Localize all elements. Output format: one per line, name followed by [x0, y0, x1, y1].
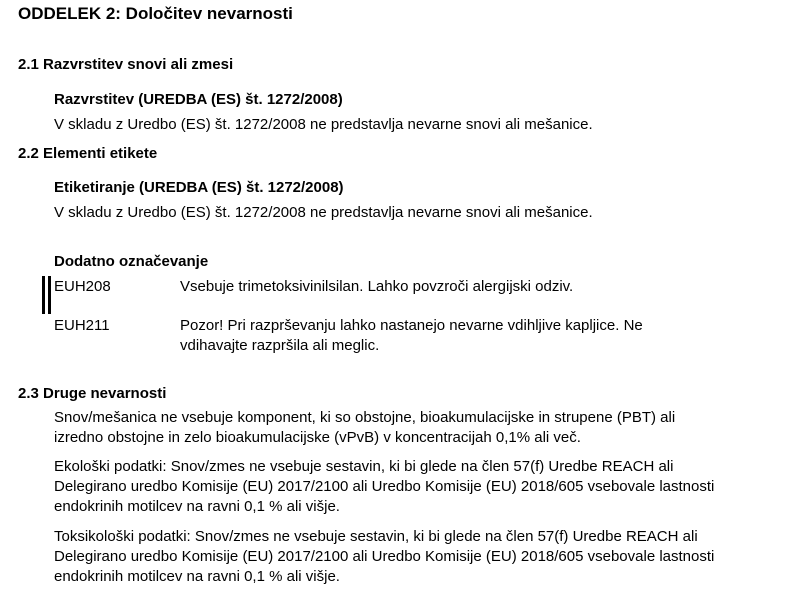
- subheading-labelling: Etiketiranje (UREDBA (ES) št. 1272/2008): [54, 179, 344, 196]
- section-title: ODDELEK 2: Določitev nevarnosti: [18, 4, 293, 23]
- pbt-line: Snov/mešanica ne vsebuje komponent, ki so obstojne, bioakumulacijske in strupene (PBT) ali: [54, 409, 676, 426]
- euh208-code: EUH208: [54, 278, 111, 295]
- euh211-line: Pozor! Pri razprševanju lahko nastanejo nevarne vdihljive kapljice. Ne: [180, 317, 643, 334]
- subheading-classification: Razvrstitev (UREDBA (ES) št. 1272/2008): [54, 91, 343, 108]
- revision-bar-left: [42, 276, 45, 314]
- tox-line: Toksikološki podatki: Snov/zmes ne vsebuje sestavin, ki bi glede na člen 57(f) Uredbe REACH ali: [54, 528, 698, 545]
- tox-line: endokrinih motilcev na ravni 0,1 % ali višje.: [54, 568, 340, 585]
- pbt-line: izredno obstojne in zelo bioakumulacijske (vPvB) v koncentracijah 0,1% ali več.: [54, 429, 581, 446]
- tox-paragraph: [54, 527, 714, 587]
- eco-paragraph: [54, 457, 714, 517]
- heading-2-1: 2.1 Razvrstitev snovi ali zmesi: [18, 56, 234, 73]
- subheading-additional-labelling: Dodatno označevanje: [54, 253, 209, 270]
- heading-2-2: 2.2 Elementi etikete: [18, 145, 158, 162]
- tox-line: Delegirano uredbo Komisije (EU) 2017/2100 ali Uredbo Komisije (EU) 2018/605 vsebovale lastnosti: [54, 548, 715, 565]
- euh211-text: [180, 316, 643, 356]
- classification-text: V skladu z Uredbo (ES) št. 1272/2008 ne predstavlja nevarne snovi ali mešanice.: [54, 116, 593, 133]
- labelling-text: V skladu z Uredbo (ES) št. 1272/2008 ne predstavlja nevarne snovi ali mešanice.: [54, 204, 593, 221]
- eco-line: Delegirano uredbo Komisije (EU) 2017/2100 ali Uredbo Komisije (EU) 2018/605 vsebovale lastnosti: [54, 478, 715, 495]
- revision-bar-right: [48, 276, 51, 314]
- euh208-text: Vsebuje trimetoksivinilsilan. Lahko povzroči alergijski odziv.: [180, 278, 574, 295]
- pbt-paragraph: [54, 408, 675, 448]
- eco-line: Ekološki podatki: Snov/zmes ne vsebuje sestavin, ki bi glede na člen 57(f) Uredbe REACH ali: [54, 458, 674, 475]
- eco-line: endokrinih motilcev na ravni 0,1 % ali višje.: [54, 498, 340, 515]
- euh211-code: EUH211: [54, 317, 110, 334]
- heading-2-3: 2.3 Druge nevarnosti: [18, 385, 167, 402]
- euh211-line: vdihavajte razpršila ali meglic.: [180, 337, 380, 354]
